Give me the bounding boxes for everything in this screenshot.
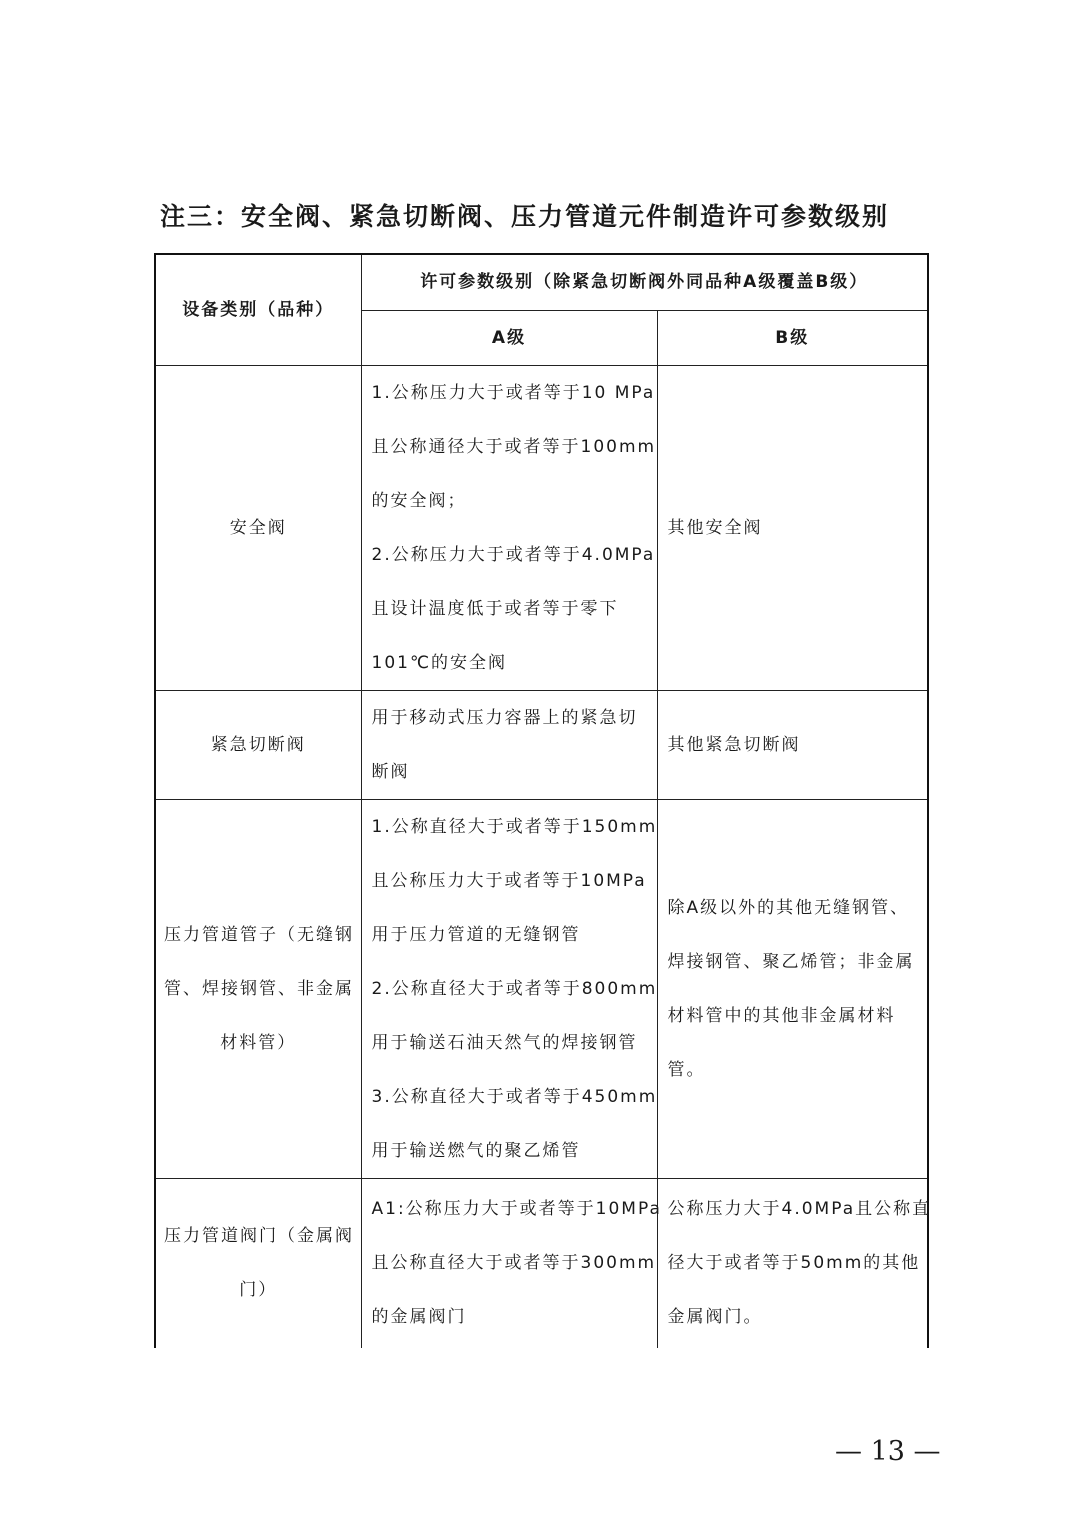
cell-equipment-type — [155, 1178, 361, 1348]
cell-level-b — [657, 799, 928, 1178]
cell-text-line: 2.公称直径大于或者等于800mm — [371, 978, 658, 999]
header-level-b: B级 — [657, 310, 928, 365]
cell-level-a — [361, 365, 657, 690]
cell-level-b — [657, 1178, 932, 1348]
cell-text-line: 且设计温度低于或者等于零下 — [371, 598, 619, 619]
cell-text-line: 管。 — [667, 1059, 706, 1080]
cell-text-line: 101℃的安全阀 — [371, 652, 508, 673]
cell-text-line: A1:公称压力大于或者等于10MPa — [371, 1199, 662, 1220]
cell-text-line: 用于输送燃气的聚乙烯管 — [371, 1140, 581, 1161]
cell-text-line: 用于移动式压力容器上的紧急切 — [371, 707, 638, 728]
cell-text-line: 用于压力管道的无缝钢管 — [371, 924, 581, 945]
cell-text-line: 且公称压力大于或者等于10MPa — [371, 870, 647, 891]
permit-parameter-table — [154, 253, 932, 1348]
table-row — [155, 1178, 928, 1348]
table-row — [155, 799, 928, 1178]
cell-text-line: 3.公称直径大于或者等于450mm — [371, 1086, 658, 1107]
cell-text-line: 管、焊接钢管、非金属 — [164, 978, 354, 999]
cell-text-line: 其他紧急切断阀 — [667, 734, 801, 755]
page-heading: 注三：安全阀、紧急切断阀、压力管道元件制造许可参数级别 — [160, 202, 890, 231]
page-number: — 13 — — [835, 1436, 941, 1467]
header-equipment-type: 设备类别（品种） — [155, 254, 361, 365]
cell-text-line: 且公称通径大于或者等于100mm — [371, 436, 657, 457]
cell-text-line: 公称压力大于4.0MPa且公称直 — [667, 1199, 932, 1220]
cell-level-b — [657, 690, 928, 799]
cell-text-line: 压力管道阀门（金属阀 — [164, 1226, 354, 1247]
cell-level-a — [361, 799, 657, 1178]
cell-text-line: 焊接钢管、聚乙烯管；非金属 — [667, 951, 915, 972]
cell-text-line: 断阀 — [371, 761, 410, 782]
cell-text-line: 1.公称压力大于或者等于10 MPa — [371, 382, 656, 403]
cell-text-line: 的金属阀门 — [371, 1307, 467, 1328]
cell-text-line: 除A级以外的其他无缝钢管、 — [667, 897, 910, 918]
cell-equipment-type — [155, 690, 361, 799]
cell-text-line: 用于输送石油天然气的焊接钢管 — [371, 1032, 638, 1053]
cell-level-a — [361, 1178, 662, 1348]
cell-level-b — [657, 365, 928, 690]
cell-equipment-type — [155, 799, 361, 1178]
cell-text-line: 材料管） — [220, 1032, 297, 1053]
cell-text-line: 紧急切断阀 — [210, 734, 306, 755]
cell-text-line: 2.公称压力大于或者等于4.0MPa — [371, 544, 656, 565]
header-permit-level: 许可参数级别（除紧急切断阀外同品种A级覆盖B级） — [361, 254, 928, 310]
cell-equipment-type — [155, 365, 361, 690]
cell-text-line: 安全阀 — [229, 517, 287, 538]
header-level-a: A级 — [361, 310, 657, 365]
table-row — [155, 365, 928, 690]
cell-text-line: 且公称直径大于或者等于300mm — [371, 1253, 657, 1274]
cell-text-line: 的安全阀； — [371, 490, 467, 511]
cell-text-line: 金属阀门。 — [667, 1307, 763, 1328]
cell-text-line: 门） — [239, 1280, 278, 1301]
cell-text-line: 压力管道管子（无缝钢 — [164, 924, 354, 945]
cell-text-line: 材料管中的其他非金属材料 — [667, 1005, 896, 1026]
cell-level-a — [361, 690, 657, 799]
cell-text-line: 径大于或者等于50mm的其他 — [667, 1253, 921, 1274]
cell-text-line: 其他安全阀 — [667, 517, 763, 538]
cell-text-line: 1.公称直径大于或者等于150mm — [371, 816, 658, 837]
table-row — [155, 690, 928, 799]
